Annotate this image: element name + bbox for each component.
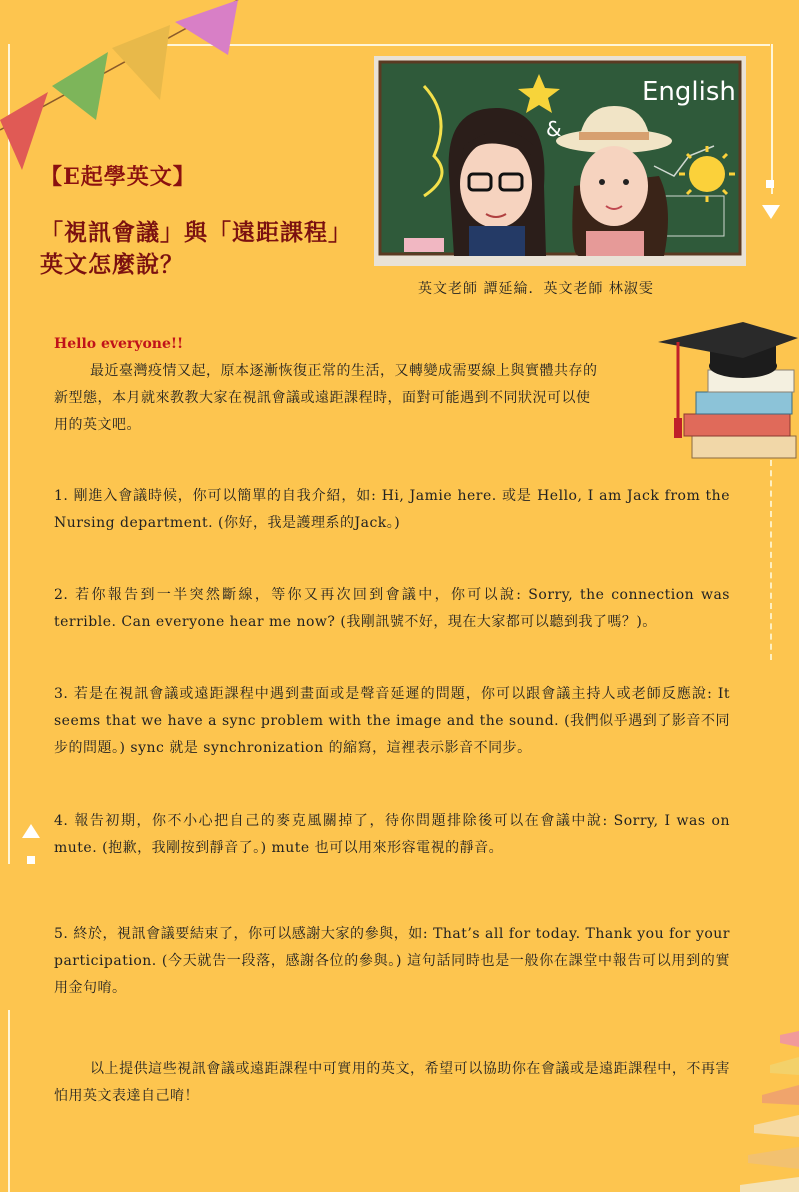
- sun-icon: [689, 156, 725, 192]
- flag-pink: [175, 0, 238, 55]
- graduation-books-illustration: [648, 318, 799, 468]
- tip-item-3: 3. 若是在視訊會議或遠距課程中遇到畫面或是聲音延遲的問題，你可以跟會議主持人或老師反應說: It seems that we have a sync problem with the image and the sound. (我們似乎遇到了影音不同步的問題。) sync 就是 synchronization 的縮寫，這裡表示影音不同步。: [54, 686, 730, 756]
- page-title-line1: 「視訊會議」與「遠距課程」: [40, 219, 352, 246]
- pencils-illustration: [740, 1025, 799, 1192]
- tip-item-1: 1. 剛進入會議時候，你可以簡單的自我介紹，如: Hi, Jamie here. 或是 Hello, I am Jack from the Nursing department. (你好，我是護理系的Jack。): [54, 488, 730, 531]
- triangle-marker-right: [762, 205, 780, 221]
- square-marker-left: [27, 856, 35, 864]
- frame-line-top: [150, 44, 770, 46]
- frame-line-bottom-left: [8, 1010, 10, 1192]
- series-title: 【E起學英文】: [40, 164, 196, 190]
- teacher-left-avatar: [449, 108, 546, 256]
- frame-line-right: [771, 44, 773, 194]
- tip-item-4: 4. 報告初期，你不小心把自己的麥克風關掉了，待你問題排除後可以在會議中說: Sorry, I was on mute. (抱歉，我剛按到靜音了。) mute 也可以用來形容電視的靜音。: [54, 813, 730, 856]
- flag-red: [0, 92, 48, 170]
- dashed-line-right: [770, 460, 772, 660]
- greeting: Hello everyone!!: [54, 336, 184, 352]
- page-title-line2: 英文怎麼說？: [40, 251, 184, 278]
- illustration-caption: 英文老師 譚延綸．英文老師 林淑雯: [418, 281, 654, 297]
- triangle-marker-left: [22, 824, 40, 840]
- board-english-text: English: [642, 77, 736, 107]
- board-ampersand: &: [546, 117, 562, 141]
- title-block: [40, 160, 352, 281]
- square-marker-right: [766, 180, 774, 188]
- chalkboard-illustration: [374, 56, 746, 266]
- bunting-flags: [0, 0, 240, 175]
- intro-paragraph: 最近臺灣疫情又起，原本逐漸恢復正常的生活，又轉變成需要線上與實體共存的新型態，本月就來教教大家在視訊會議或遠距課程時，面對可能遇到不同狀況可以使用的英文吧。: [54, 363, 598, 433]
- closing-paragraph: 以上提供這些視訊會議或遠距課程中可實用的英文，希望可以協助你在會議或是遠距課程中，不再害怕用英文表達自己唷！: [54, 1061, 730, 1104]
- tip-item-2: 2. 若你報告到一半突然斷線，等你又再次回到會議中，你可以說: Sorry, the connection was terrible. Can everyone hear me now? (我剛訊號不好，現在大家都可以聽到我了嗎？)。: [54, 587, 730, 630]
- flag-gold: [112, 25, 170, 100]
- flag-green: [52, 52, 108, 120]
- tip-item-5: 5. 終於，視訊會議要結束了，你可以感謝大家的參與，如: That’s all for today. Thank you for your participation. (今天就告一段落，感謝各位的參與。) 這句話同時也是一般你在課堂中報告可以用到的實用金句唷。: [54, 926, 730, 996]
